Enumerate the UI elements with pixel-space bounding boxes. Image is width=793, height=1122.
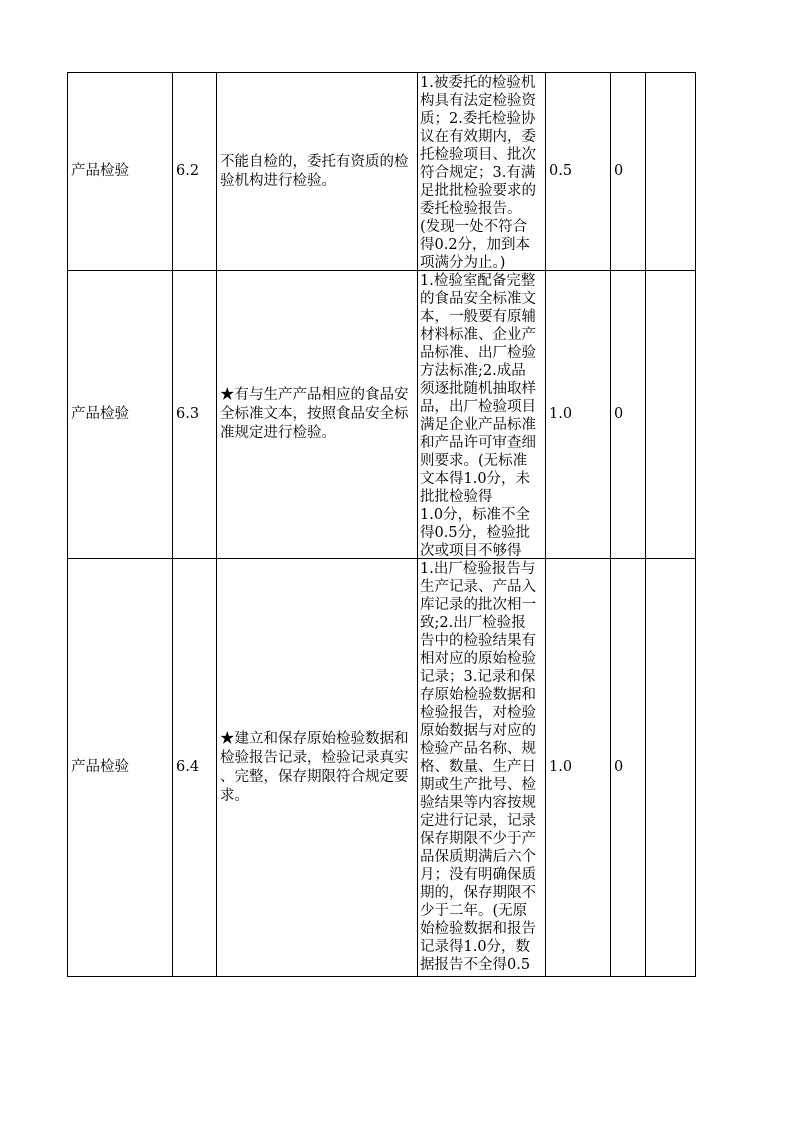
requirement-text: [220, 386, 409, 443]
table-row: [68, 559, 696, 977]
requirement-line: 全标准文本，按照食品安全标: [220, 406, 409, 422]
scoring-method-line: 的食品安全标准文: [420, 291, 536, 307]
scoring-method-line: 得0.5分，检验批: [420, 525, 531, 541]
scoring-method-line: 符合规定；3.有满: [420, 165, 536, 181]
scoring-method-line: 品标准、出厂检验: [420, 345, 536, 361]
clause-number: 6.3: [176, 406, 200, 422]
scoring-method-line: 品保质期满后六个: [420, 849, 536, 865]
max-score-cell: [546, 559, 611, 977]
inspection-scoring-table: [67, 72, 696, 977]
scoring-method-text: [420, 74, 536, 271]
remark-cell: [646, 271, 696, 559]
scoring-method-line: 批批检验得: [420, 489, 493, 505]
scoring-method-line: 定进行记录，记录: [420, 813, 536, 829]
score-value: 0: [614, 759, 624, 775]
scoring-method-line: 少于二年。(无原: [420, 903, 528, 919]
scoring-method-cell: [418, 271, 546, 559]
requirement-text: [220, 730, 409, 806]
requirement-line: 检验报告记录，检验记录真实: [220, 749, 409, 766]
scoring-method-line: 构具有法定检验资: [420, 93, 536, 109]
scoring-method-line: 方法标准;2.成品: [420, 363, 526, 379]
scoring-method-line: 存原始检验数据和: [420, 687, 536, 703]
category-text: 产品检验: [71, 163, 129, 179]
scoring-method-line: 品，出厂检验项目: [420, 399, 536, 415]
requirement-line: ★建立和保存原始检验数据和: [220, 730, 409, 747]
scoring-method-line: 质；2.委托检验协: [420, 111, 536, 127]
remark-cell: [646, 559, 696, 977]
clause-number-cell: [173, 271, 217, 559]
requirement-line: 准规定进行检验。: [220, 425, 336, 441]
scoring-method-line: 1.出厂检验报告与: [420, 561, 536, 577]
max-score-cell: [546, 73, 611, 271]
clause-number-cell: [173, 559, 217, 977]
category-text: 产品检验: [71, 406, 129, 422]
score-cell: [611, 271, 646, 559]
scoring-method-text: [420, 272, 536, 559]
clause-number: 6.2: [176, 163, 200, 179]
remark-cell: [646, 73, 696, 271]
scoring-method-line: 月；没有明确保质: [420, 867, 536, 883]
scoring-method-line: 满足企业产品标准: [420, 417, 536, 433]
scoring-method-line: 库记录的批次相一: [420, 597, 536, 613]
category-cell: [68, 559, 173, 977]
scoring-method-line: 文本得1.0分，未: [420, 471, 531, 487]
scoring-method-cell: [418, 73, 546, 271]
score-cell: [611, 559, 646, 977]
scoring-method-line: 得0.2分，加到本: [420, 237, 531, 253]
scoring-method-line: 期或生产批号、检: [420, 777, 536, 793]
scoring-method-line: 则要求。(无标准: [420, 453, 528, 469]
score-value: 0: [614, 163, 624, 179]
scoring-method-line: 生产记录、产品入: [420, 579, 536, 595]
requirement-line: 、完整，保存期限符合规定要: [220, 768, 409, 785]
scoring-method-line: 须逐批随机抽取样: [420, 381, 536, 397]
scoring-method-line: (发现一处不符合: [420, 219, 528, 235]
scoring-method-line: 项满分为止。): [420, 255, 506, 271]
requirement-text: [220, 153, 409, 191]
scoring-method-line: 足批批检验要求的: [420, 183, 536, 199]
scoring-method-line: 相对应的原始检验: [420, 651, 536, 667]
scoring-method-line: 托检验项目、批次: [420, 147, 536, 163]
score-value: 0: [614, 406, 624, 422]
requirement-line: ★有与生产产品相应的食品安: [220, 387, 409, 403]
scoring-method-line: 议在有效期内，委: [420, 129, 536, 145]
clause-number-cell: [173, 73, 217, 271]
scoring-method-line: 据报告不全得0.5: [420, 957, 531, 973]
scoring-method-line: 本，一般要有原辅: [420, 309, 536, 325]
max-score-value: 0.5: [549, 163, 573, 179]
table-row: [68, 271, 696, 559]
scoring-method-line: 始检验数据和报告: [420, 921, 536, 937]
category-cell: [68, 271, 173, 559]
scoring-method-cell: [418, 559, 546, 977]
requirement-cell: [217, 73, 418, 271]
max-score-value: 1.0: [549, 406, 573, 422]
scoring-method-line: 1.0分，标准不全: [420, 507, 531, 523]
scoring-method-line: 验结果等内容按规: [420, 795, 536, 811]
scoring-method-text: [420, 560, 536, 974]
requirement-cell: [217, 271, 418, 559]
scoring-method-line: 材料标准、企业产: [420, 327, 536, 343]
requirement-line: 求。: [220, 787, 249, 804]
clause-number: 6.4: [176, 759, 200, 775]
category-cell: [68, 73, 173, 271]
scoring-method-line: 和产品许可审查细: [420, 435, 536, 451]
scoring-method-line: 原始数据与对应的: [420, 723, 536, 739]
scoring-method-line: 检验报告，对检验: [420, 705, 536, 721]
scoring-method-line: 期的，保存期限不: [420, 885, 536, 901]
table-row: [68, 73, 696, 271]
scoring-method-line: 记录得1.0分，数: [420, 939, 531, 955]
scoring-method-line: 致;2.出厂检验报: [420, 615, 526, 631]
requirement-cell: [217, 559, 418, 977]
scoring-method-line: 告中的检验结果有: [420, 633, 536, 649]
scoring-method-line: 次或项目不够得: [420, 543, 522, 559]
score-cell: [611, 73, 646, 271]
scoring-method-line: 记录；3.记录和保: [420, 669, 536, 685]
requirement-line: 验机构进行检验。: [220, 172, 336, 189]
max-score-value: 1.0: [549, 759, 573, 775]
requirement-line: 不能自检的，委托有资质的检: [220, 153, 409, 170]
category-text: 产品检验: [71, 759, 129, 775]
scoring-method-line: 1.被委托的检验机: [420, 75, 536, 91]
scoring-method-line: 格、数量、生产日: [420, 759, 536, 775]
scoring-method-line: 检验产品名称、规: [420, 741, 536, 757]
scoring-method-line: 1.检验室配备完整: [420, 273, 536, 289]
max-score-cell: [546, 271, 611, 559]
scoring-method-line: 保存期限不少于产: [420, 831, 536, 847]
scoring-method-line: 委托检验报告。: [420, 201, 522, 217]
